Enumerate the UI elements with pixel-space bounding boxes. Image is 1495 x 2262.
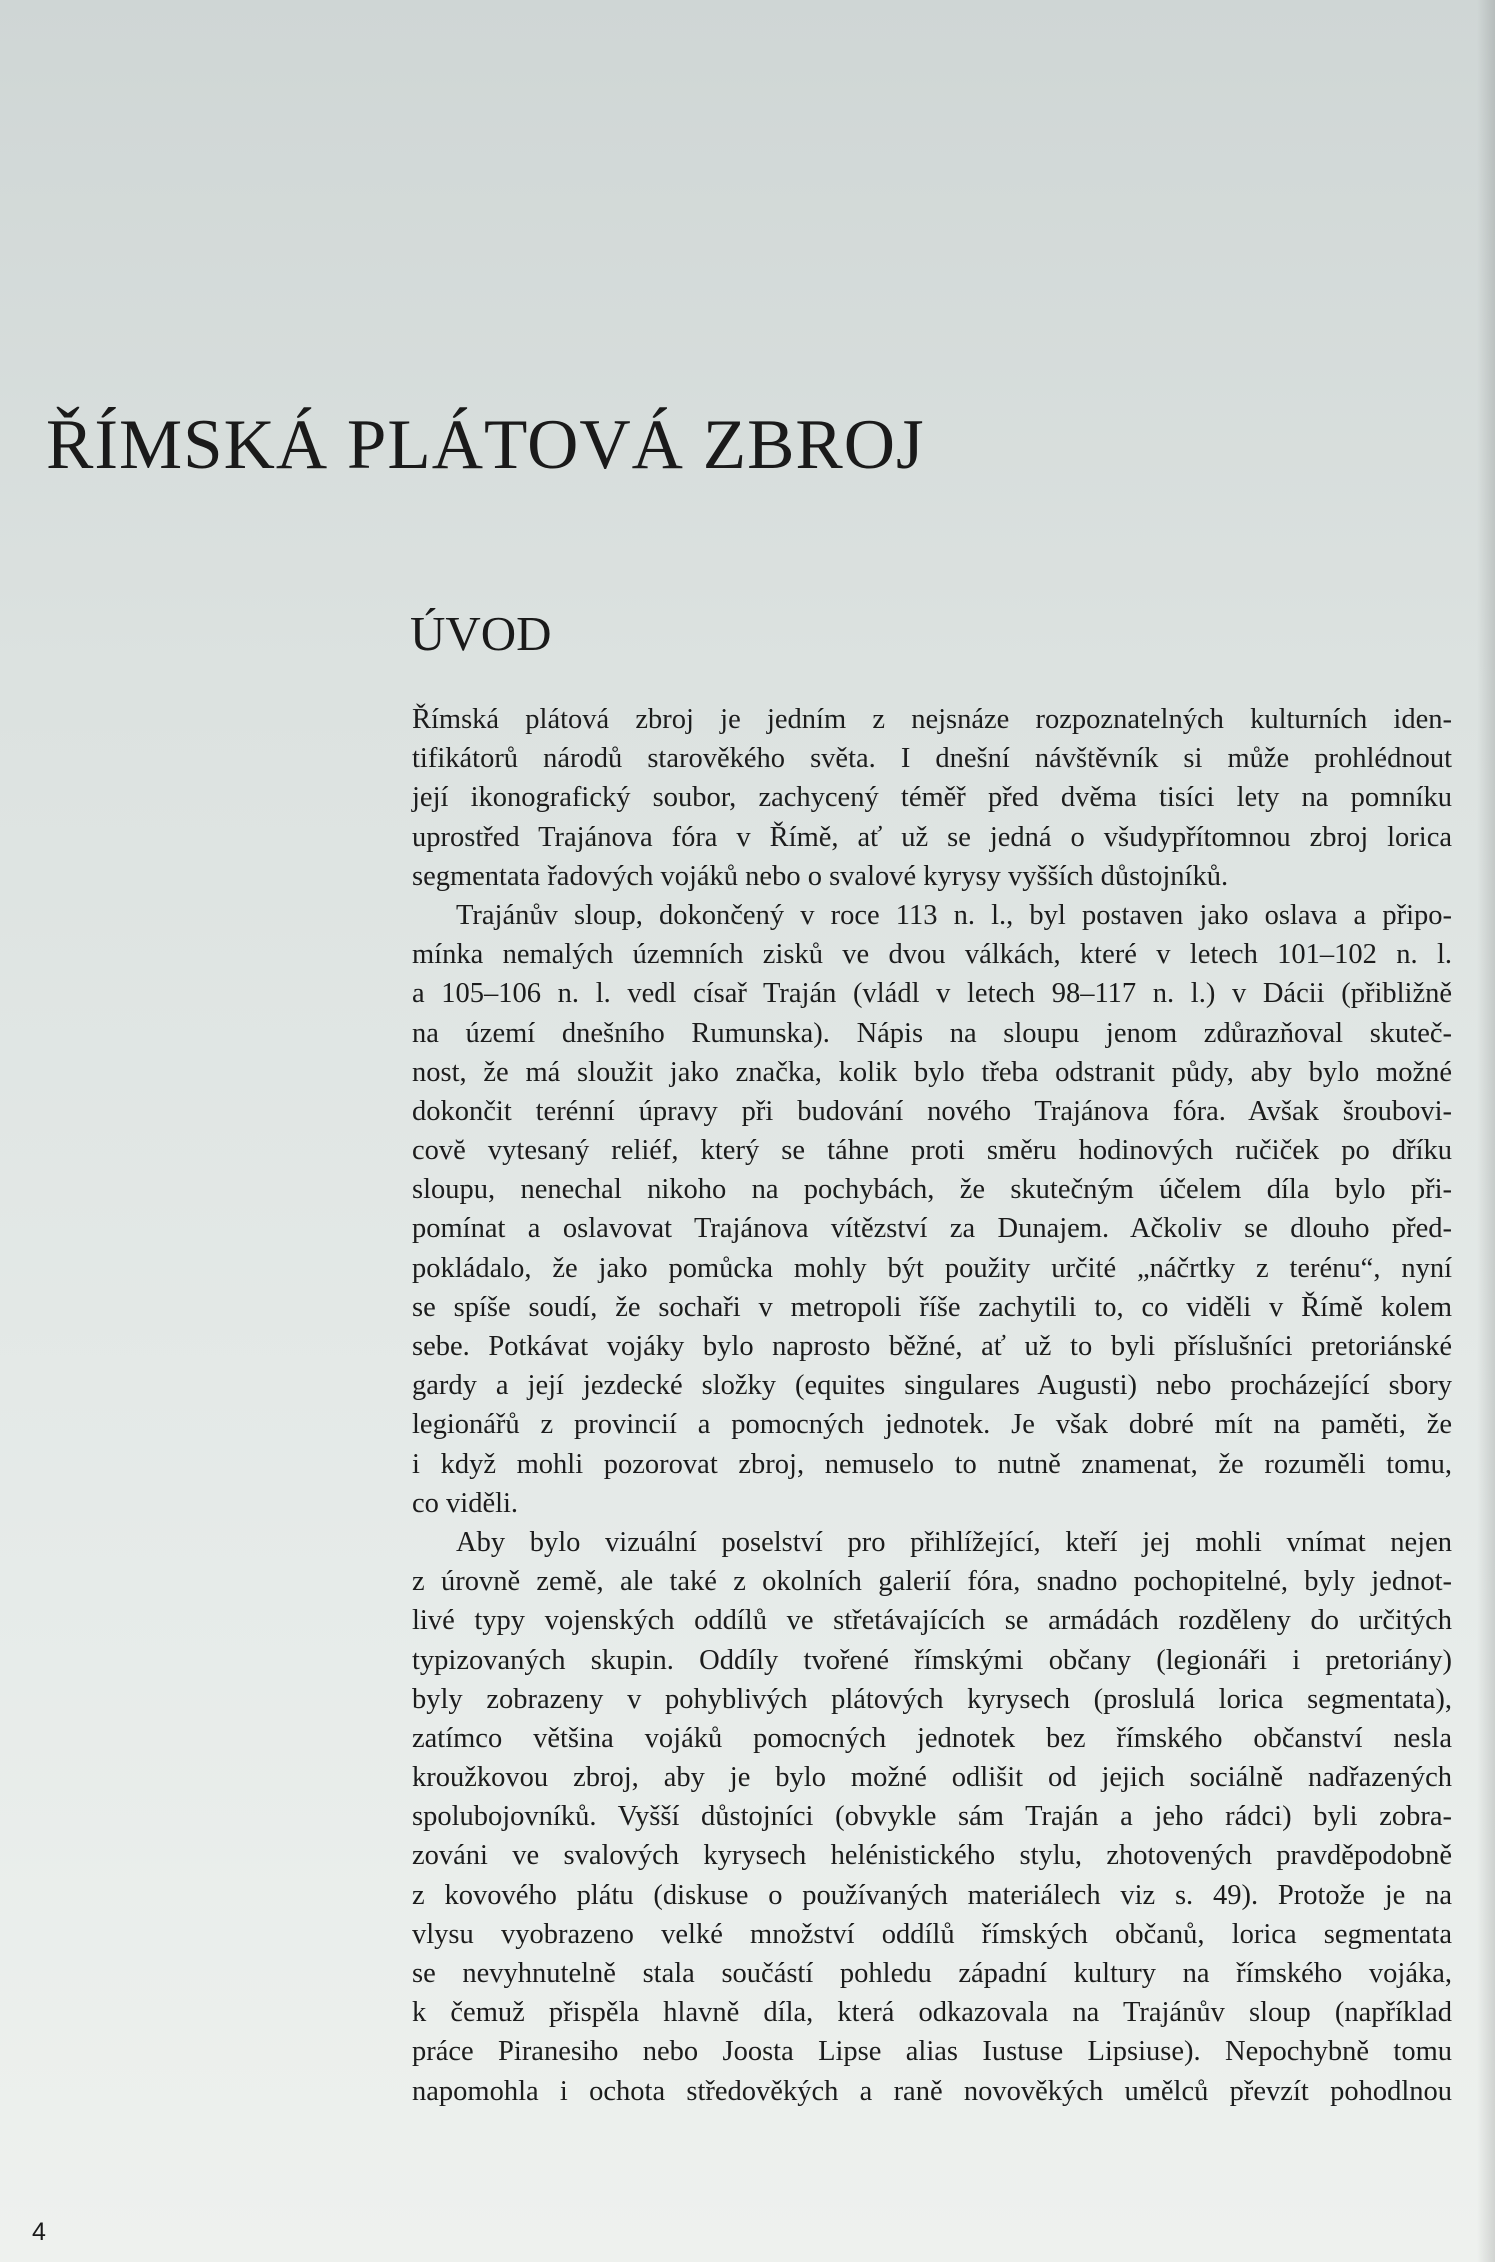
text-line: mínka nemalých územních zisků ve dvou válkách, které v letech 101–102 n. l. bbox=[412, 939, 1452, 971]
text-line: k čemuž přispěla hlavně díla, která odkazovala na Trajánův sloup (například bbox=[412, 1997, 1452, 2029]
text-line: covĕ vytesaný reliéf, který se táhne proti směru hodinových ručiček po dříku bbox=[412, 1135, 1452, 1167]
text-line: dokončit terénní úpravy při budování nového Trajánova fóra. Avšak šroubovi- bbox=[412, 1095, 1452, 1127]
text-line: se nevyhnutelně stala součástí pohledu západní kultury na římského vojáka, bbox=[412, 1958, 1452, 1989]
text-line: tifikátorů národů starověkého světa. I dnešní návštěvník si může prohlédnout bbox=[412, 743, 1452, 775]
text-line: pokládalo, že jako pomůcka mohly být použity určité „náčrtky z terénu“, nyní bbox=[412, 1252, 1452, 1284]
text-line: z úrovně země, ale také z okolních galerií fóra, snadno pochopitelné, byly jednot- bbox=[412, 1566, 1452, 1598]
text-line: z kovového plátu (diskuse o používaných materiálech viz s. 49). Protože je na bbox=[412, 1879, 1452, 1911]
page-number: 4 bbox=[32, 2218, 46, 2246]
text-line: typizovaných skupin. Oddíly tvořené římskými občany (legionáři i pretoriány) bbox=[412, 1644, 1452, 1676]
text-line: Římská plátová zbroj je jedním z nejsnáze rozpoznatelných kulturních iden- bbox=[412, 704, 1452, 735]
text-line: spolubojovníků. Vyšší důstojníci (obvykle sám Traján a jeho rádci) byli zobra- bbox=[412, 1801, 1452, 1833]
text-line: co viděli. bbox=[412, 1487, 519, 1519]
text-line: zatímco většina vojáků pomocných jednotek bez římského občanství nesla bbox=[412, 1722, 1452, 1754]
body-text bbox=[412, 700, 1452, 2111]
text-line: na území dnešního Rumunska). Nápis na sloupu jenom zdůrazňoval skuteč- bbox=[412, 1017, 1452, 1049]
text-line: její ikonografický soubor, zachycený téměř před dvěma tisíci lety na pomníku bbox=[412, 782, 1452, 814]
text-line: gardy a její jezdecké složky (equites singulares Augusti) nebo procházející sbory bbox=[412, 1370, 1452, 1402]
text-line: Aby bylo vizuální poselství pro přihlížející, kteří jej mohli vnímat nejen bbox=[456, 1526, 1452, 1558]
section-title: ÚVOD bbox=[410, 606, 552, 661]
text-line: zováni ve svalových kyrysech helénistického stylu, zhotovených pravděpodobně bbox=[412, 1840, 1452, 1872]
text-line: uprostřed Trajánova fóra v Římě, ať už se jedná o všudypřítomnou zbroj lorica bbox=[412, 821, 1452, 853]
text-line: napomohla i ochota středověkých a raně novověkých umělců převzít pohodlnou bbox=[412, 2075, 1452, 2107]
text-line: segmentata řadových vojáků nebo o svalové kyrysy vyšších důstojníků. bbox=[412, 860, 1229, 892]
text-line: sebe. Potkávat vojáky bylo naprosto běžné, ať už to byli příslušníci pretoriánské bbox=[412, 1331, 1452, 1362]
text-line: sloupu, nenechal nikoho na pochybách, že skutečným účelem díla bylo při- bbox=[412, 1174, 1452, 1206]
text-line: legionářů z provincií a pomocných jednotek. Je však dobré mít na paměti, že bbox=[412, 1409, 1452, 1441]
text-line: i když mohli pozorovat zbroj, nemuselo to nutně znamenat, že rozuměli tomu, bbox=[412, 1448, 1452, 1480]
text-line: livé typy vojenských oddílů ve střetávajících se armádách rozděleny do určitých bbox=[412, 1605, 1452, 1637]
text-line: vlysu vyobrazeno velké množství oddílů římských občanů, lorica segmentata bbox=[412, 1918, 1452, 1950]
text-line: byly zobrazeny v pohyblivých plátových kyrysech (proslulá lorica segmentata), bbox=[412, 1683, 1452, 1715]
text-line: nost, že má sloužit jako značka, kolik bylo třeba odstranit půdy, aby bylo možné bbox=[412, 1056, 1452, 1088]
chapter-title: ŘÍMSKÁ PLÁTOVÁ ZBROJ bbox=[46, 406, 925, 484]
text-line: Trajánův sloup, dokončený v roce 113 n. l., byl postaven jako oslava a připo- bbox=[456, 899, 1452, 931]
text-line: se spíše soudí, že sochaři v metropoli říše zachytili to, co viděli v Římě kolem bbox=[412, 1291, 1452, 1323]
text-line: a 105–106 n. l. vedl císař Traján (vládl v letech 98–117 n. l.) v Dácii (přibližně bbox=[412, 978, 1452, 1010]
text-line: kroužkovou zbroj, aby je bylo možné odlišit od jejich sociálně nadřazených bbox=[412, 1762, 1452, 1794]
page-edge-shadow bbox=[1477, 0, 1495, 2262]
text-line: práce Piranesiho nebo Joosta Lipse alias Iustuse Lipsiuse). Nepochybně tomu bbox=[412, 2036, 1452, 2068]
text-line: pomínat a oslavovat Trajánova vítězství za Dunajem. Ačkoliv se dlouho před- bbox=[412, 1213, 1452, 1245]
